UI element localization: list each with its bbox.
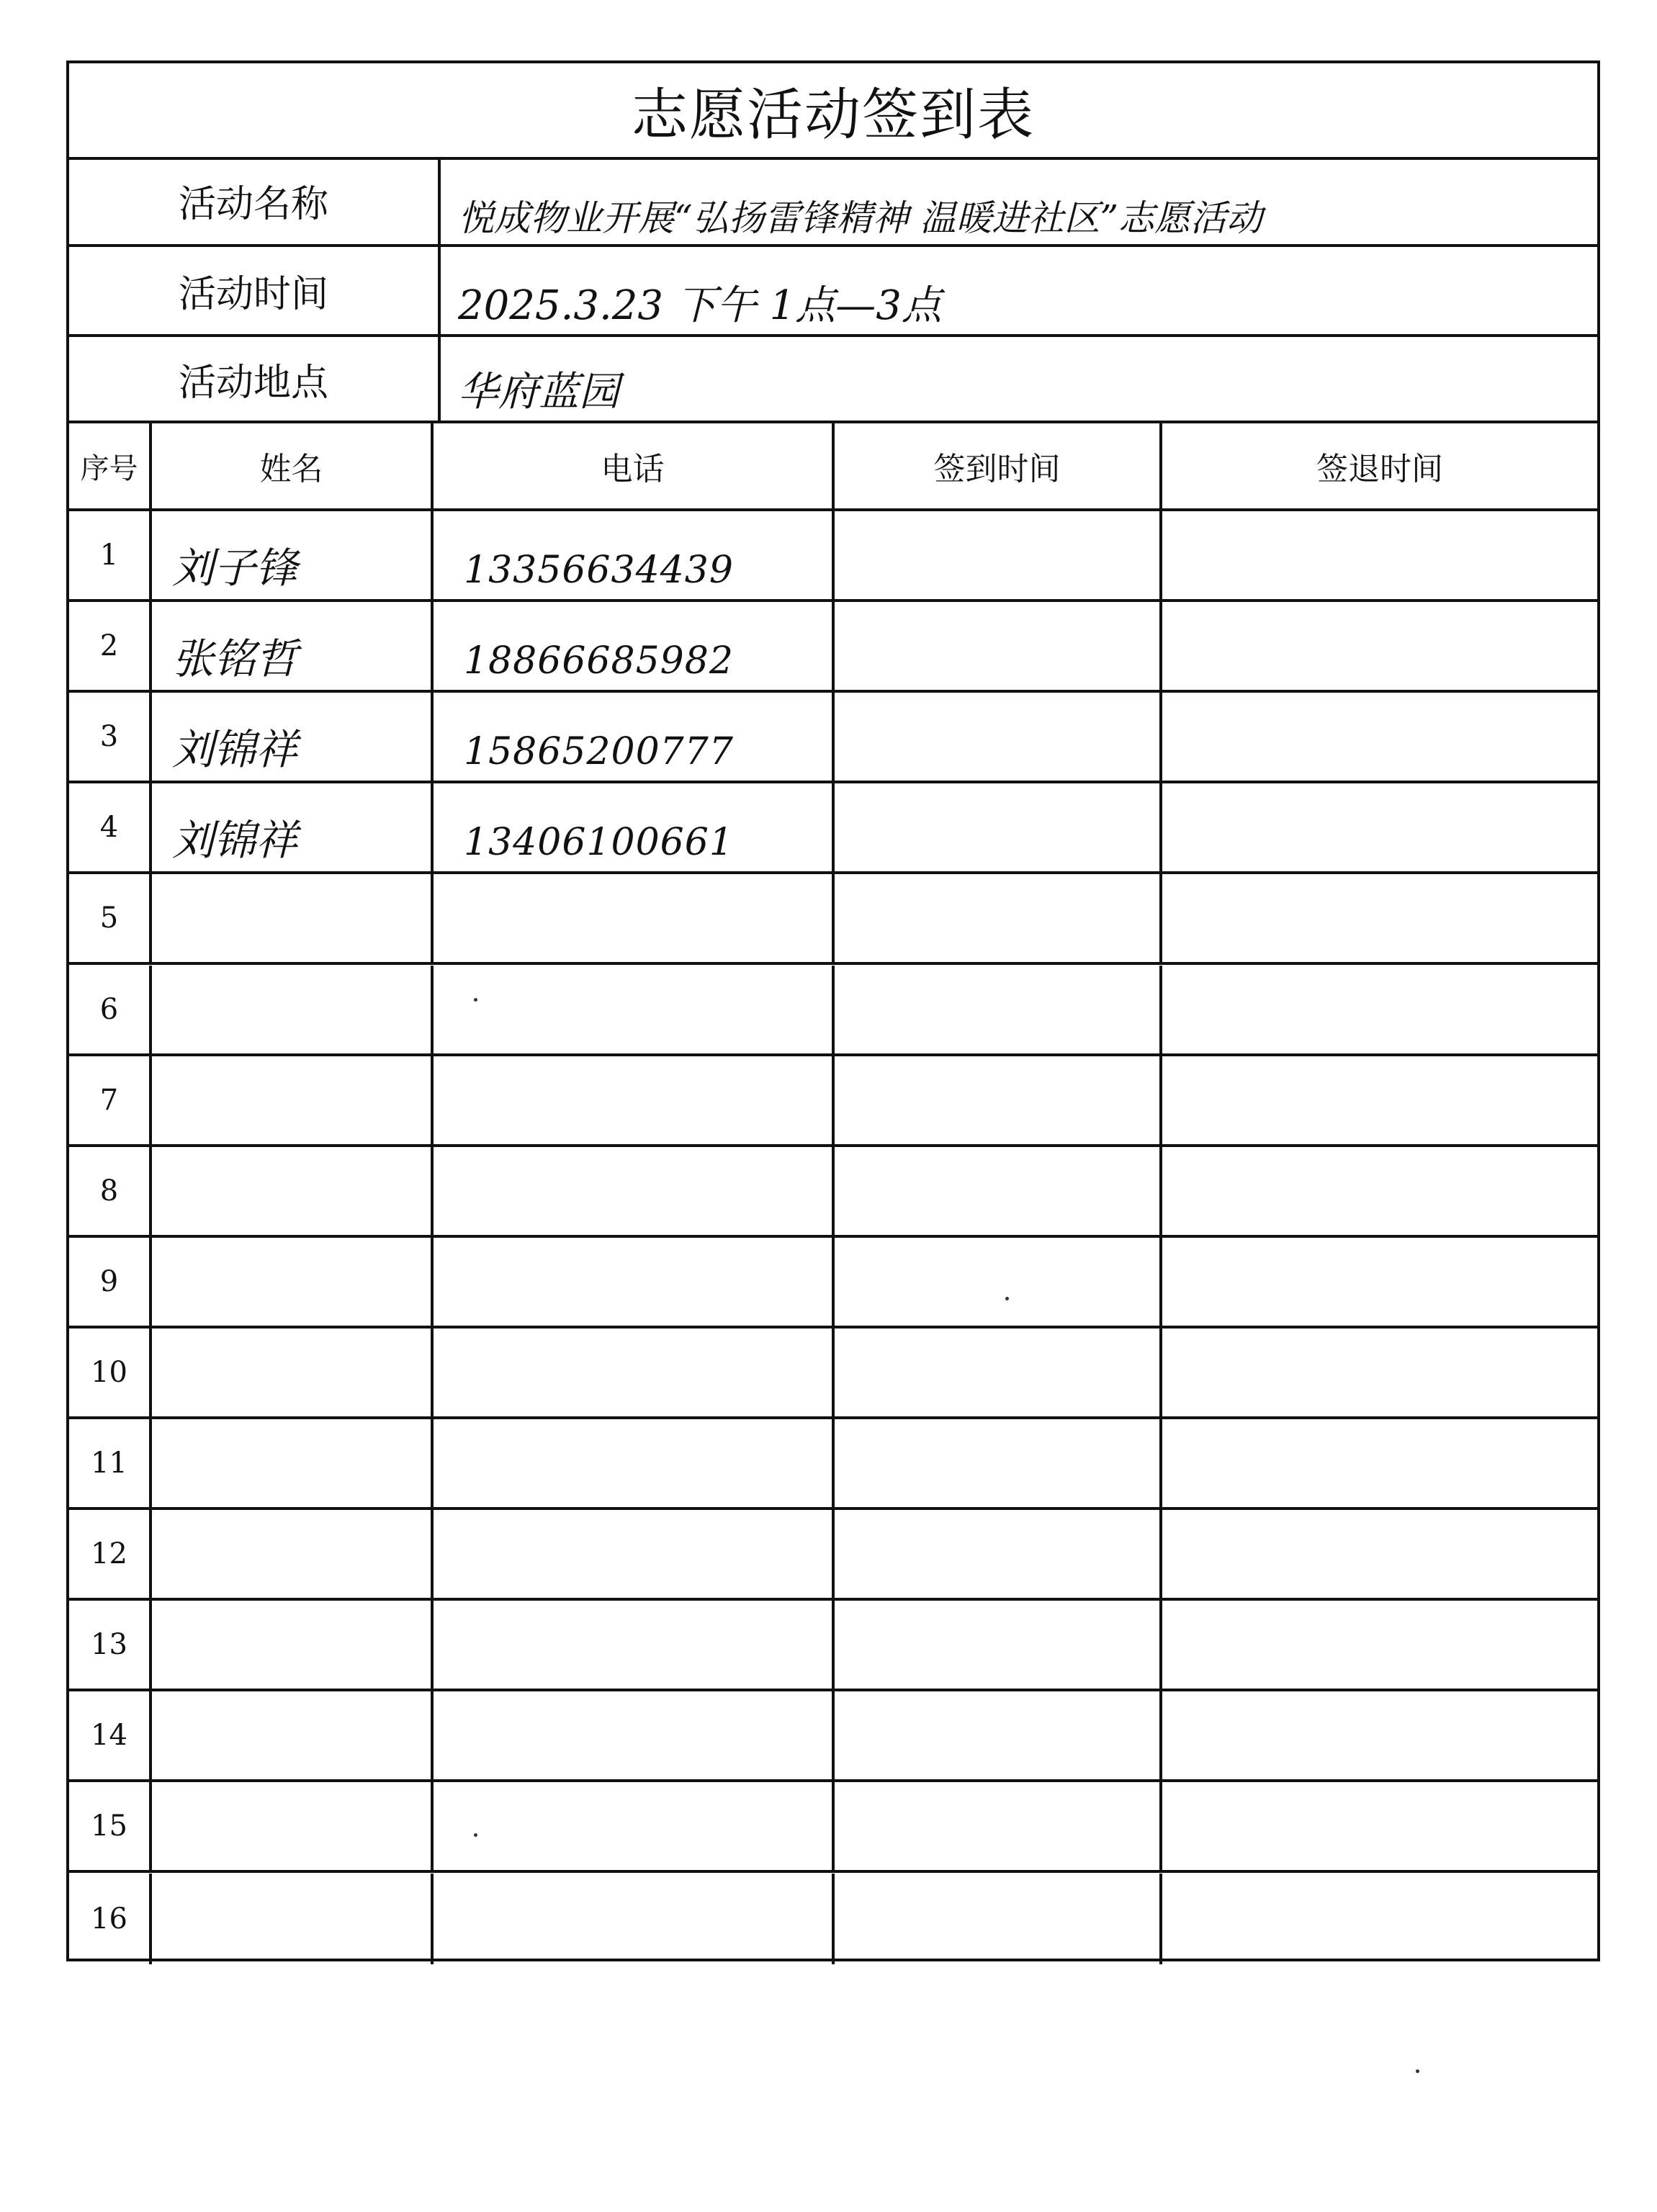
sign-out-time-cell[interactable] [1162, 874, 1597, 962]
sheet-title: 志愿活动签到表 [69, 63, 1597, 160]
sign-out-time-cell[interactable] [1162, 1601, 1597, 1689]
table-row [69, 874, 1597, 965]
activity-name-value: 悦成物业开展“弘扬雷锋精神 温暖进社区”志愿活动 [458, 197, 1263, 239]
sign-in-time-cell[interactable] [835, 1056, 1162, 1144]
row-index-cell: 2 [69, 602, 152, 690]
activity-place-value: 华府蓝园 [458, 369, 619, 415]
row-index-cell: 7 [69, 1056, 152, 1144]
phone-cell[interactable] [434, 1419, 835, 1507]
sign-out-time-cell[interactable] [1162, 1874, 1597, 1964]
name-cell[interactable] [152, 1419, 434, 1507]
activity-name-label: 活动名称 [69, 157, 441, 244]
table-row [69, 1328, 1597, 1419]
name-cell[interactable] [152, 1874, 434, 1964]
sign-out-time-cell[interactable] [1162, 966, 1597, 1053]
table-row [69, 1601, 1597, 1691]
sign-in-time-cell[interactable] [835, 1601, 1162, 1689]
name-cell[interactable] [152, 1056, 434, 1144]
sign-out-time-cell[interactable] [1162, 602, 1597, 690]
row-index-cell: 11 [69, 1419, 152, 1507]
phone-cell[interactable] [434, 1691, 835, 1779]
name-cell[interactable] [152, 874, 434, 962]
name-cell[interactable] [152, 1328, 434, 1416]
table-row [69, 1510, 1597, 1601]
sign-in-sheet [66, 60, 1600, 1961]
row-index-cell: 8 [69, 1147, 152, 1235]
name-cell[interactable]: 刘锦祥 [152, 783, 434, 871]
sign-in-time-cell[interactable] [835, 602, 1162, 690]
phone-cell[interactable] [434, 1510, 835, 1598]
name-header: 姓名 [152, 423, 434, 508]
phone-cell[interactable] [434, 1056, 835, 1144]
row-index-cell: 13 [69, 1601, 152, 1689]
activity-time-row [69, 247, 1597, 337]
name-cell[interactable] [152, 1782, 434, 1870]
sign-in-time-cell[interactable] [835, 1419, 1162, 1507]
phone-cell[interactable] [434, 1328, 835, 1416]
name-cell[interactable] [152, 1691, 434, 1779]
phone-cell[interactable] [434, 874, 835, 962]
table-row [69, 1782, 1597, 1873]
scan-speck [1416, 2069, 1419, 2073]
name-cell[interactable] [152, 1601, 434, 1689]
phone-cell[interactable]: 13406100661 [434, 783, 835, 871]
activity-time-label: 活动时间 [69, 247, 441, 334]
table-row [69, 966, 1597, 1056]
phone-cell[interactable] [434, 1874, 835, 1964]
scan-speck [474, 1833, 477, 1837]
table-row [69, 1147, 1597, 1238]
sign-out-time-cell[interactable] [1162, 1691, 1597, 1779]
name-cell[interactable] [152, 1510, 434, 1598]
table-header-row [69, 423, 1597, 511]
phone-cell[interactable] [434, 966, 835, 1053]
sign-in-time-cell[interactable] [835, 1510, 1162, 1598]
sign-out-time-header: 签退时间 [1316, 451, 1443, 487]
index-header: 序号 [69, 423, 152, 508]
sign-in-time-cell[interactable] [835, 693, 1162, 781]
sign-in-time-cell[interactable] [835, 874, 1162, 962]
row-index-cell: 15 [69, 1782, 152, 1870]
phone-cell[interactable] [434, 1238, 835, 1326]
phone-header: 电话 [434, 423, 835, 508]
sign-in-time-header: 签到时间 [835, 423, 1162, 508]
attendance-table [69, 423, 1597, 1959]
row-index-cell: 14 [69, 1691, 152, 1779]
row-index-cell: 3 [69, 693, 152, 781]
sign-out-time-cell[interactable] [1162, 1419, 1597, 1507]
sign-out-time-cell[interactable] [1162, 1147, 1597, 1235]
phone-cell[interactable]: 13356634439 [434, 511, 835, 599]
phone-cell[interactable] [434, 1147, 835, 1235]
table-row [69, 511, 1597, 602]
sign-in-time-cell[interactable] [835, 966, 1162, 1053]
row-index-cell: 9 [69, 1238, 152, 1326]
table-row [69, 1874, 1597, 1964]
sign-in-time-cell[interactable] [835, 1691, 1162, 1779]
sign-in-time-cell[interactable] [835, 783, 1162, 871]
phone-cell[interactable]: 15865200777 [434, 693, 835, 781]
table-row [69, 602, 1597, 693]
name-cell[interactable]: 张铭哲 [152, 602, 434, 690]
sign-out-time-cell[interactable] [1162, 783, 1597, 871]
table-row [69, 693, 1597, 783]
activity-place-label: 活动地点 [69, 337, 441, 421]
name-cell[interactable] [152, 966, 434, 1053]
sign-out-time-cell[interactable] [1162, 1782, 1597, 1870]
sign-in-time-cell[interactable] [835, 1328, 1162, 1416]
sign-out-time-cell[interactable] [1162, 1238, 1597, 1326]
row-index-cell: 4 [69, 783, 152, 871]
table-row [69, 783, 1597, 874]
sign-out-time-cell[interactable] [1162, 511, 1597, 599]
row-index-cell: 5 [69, 874, 152, 962]
row-index-cell: 10 [69, 1328, 152, 1416]
row-index-cell: 6 [69, 966, 152, 1053]
activity-name-row [69, 157, 1597, 247]
sign-in-time-cell[interactable] [835, 511, 1162, 599]
scan-speck [1005, 1297, 1009, 1300]
table-row [69, 1419, 1597, 1510]
sign-in-time-cell[interactable] [835, 1782, 1162, 1870]
name-cell[interactable] [152, 1238, 434, 1326]
sign-in-time-cell[interactable] [835, 1874, 1162, 1964]
row-index-cell: 12 [69, 1510, 152, 1598]
phone-cell[interactable] [434, 1601, 835, 1689]
name-cell[interactable]: 刘子锋 [152, 511, 434, 599]
name-cell[interactable]: 刘锦祥 [152, 693, 434, 781]
table-row [69, 1056, 1597, 1147]
sign-out-time-cell[interactable] [1162, 693, 1597, 781]
table-row [69, 1238, 1597, 1328]
sign-in-time-cell[interactable] [835, 1238, 1162, 1326]
name-cell[interactable] [152, 1147, 434, 1235]
row-index-cell: 16 [69, 1874, 152, 1964]
table-row [69, 1691, 1597, 1782]
phone-cell[interactable]: 18866685982 [434, 602, 835, 690]
sign-out-time-cell[interactable] [1162, 1328, 1597, 1416]
activity-place-row [69, 337, 1597, 423]
row-index-cell: 1 [69, 511, 152, 599]
sign-in-time-cell[interactable] [835, 1147, 1162, 1235]
phone-cell[interactable] [434, 1782, 835, 1870]
sign-out-time-cell[interactable] [1162, 1510, 1597, 1598]
scan-speck [474, 998, 477, 1002]
activity-time-value: 2025.3.23 下午 1点—3点 [458, 282, 942, 329]
sign-out-time-cell[interactable] [1162, 1056, 1597, 1144]
